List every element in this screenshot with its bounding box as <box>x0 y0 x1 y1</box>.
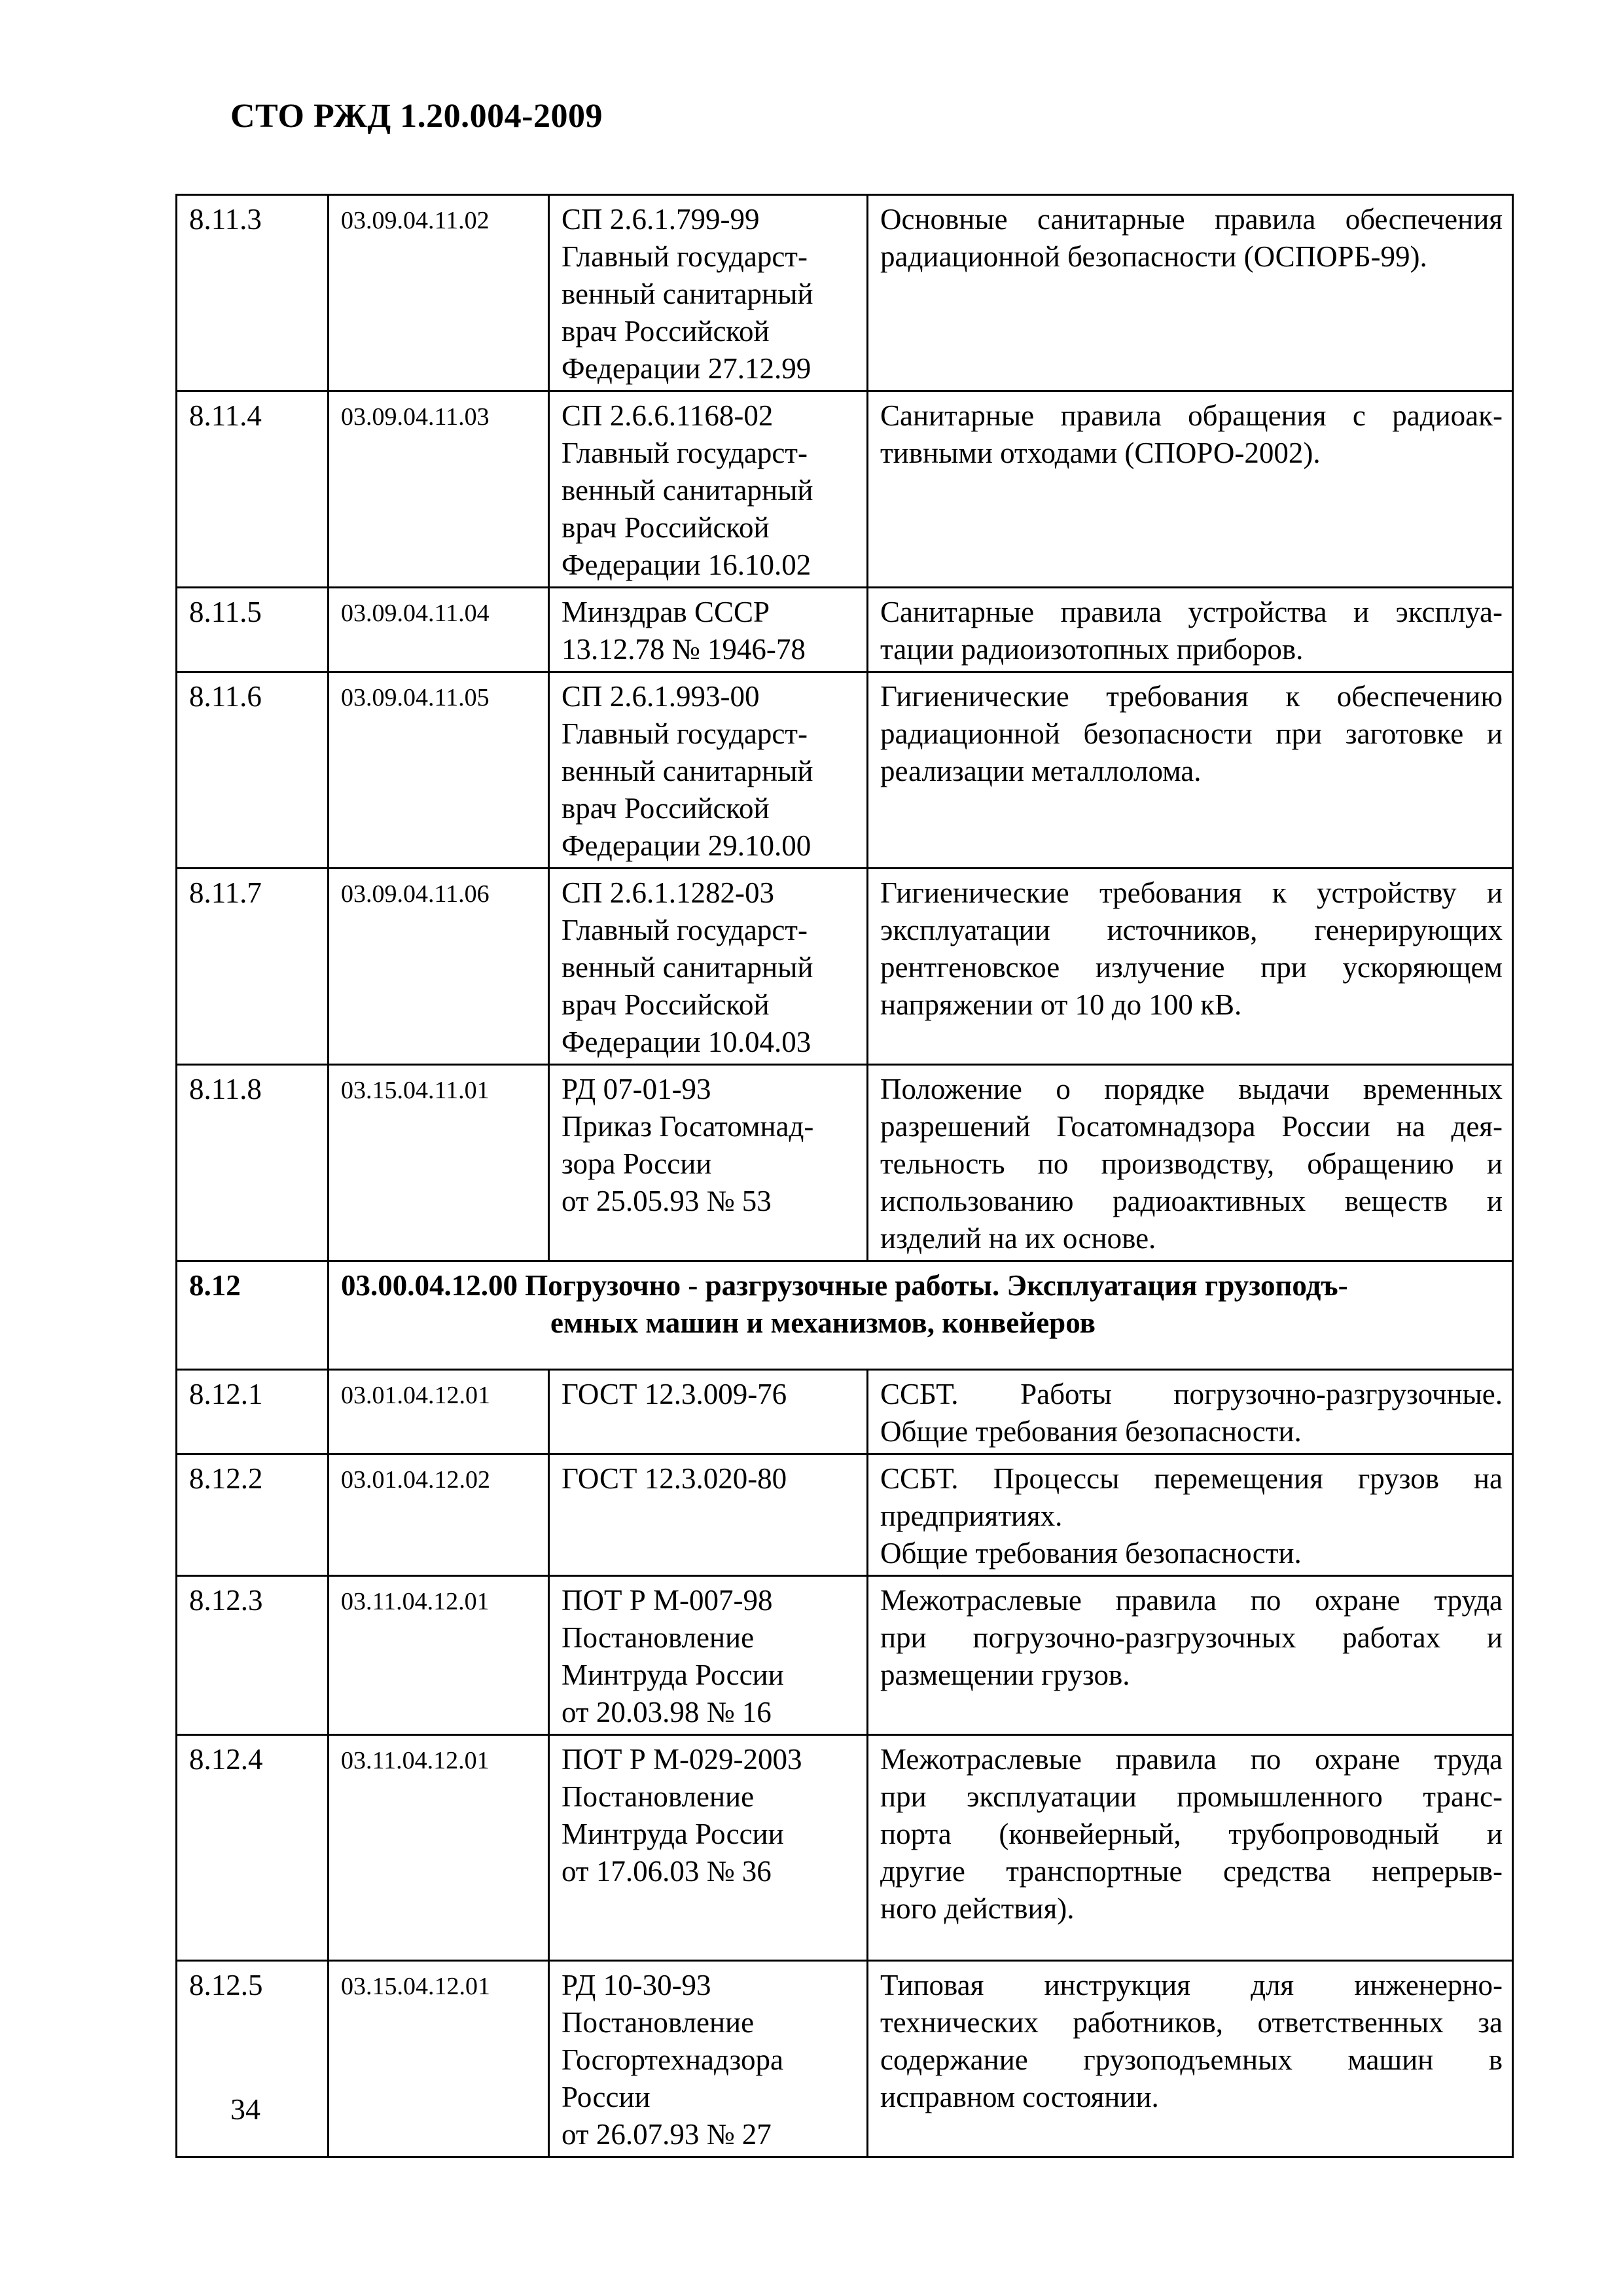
description-line: напряжении от 10 до 100 кВ. <box>880 988 1242 1021</box>
row-description <box>868 391 1513 588</box>
table-row <box>177 1370 1513 1454</box>
description-line: Межотраслевые правила по охране труда <box>880 1584 1503 1617</box>
row-number: 8.11.5 <box>177 588 329 672</box>
section-code: 03.00.04.12.00 <box>341 1269 518 1302</box>
document-line: СП 2.6.1.1282-03 <box>562 876 774 909</box>
document-line: 13.12.78 № 1946-78 <box>562 633 806 666</box>
description-line: Положение о порядке выдачи временных <box>880 1073 1503 1105</box>
description-line: Типовая инструкция для инженерно- <box>880 1969 1503 2001</box>
description-line: Основные санитарные правила обеспечения <box>880 203 1503 236</box>
description-line: использованию радиоактивных веществ и <box>880 1185 1503 1217</box>
row-description <box>868 1576 1513 1735</box>
row-code: 03.01.04.12.01 <box>329 1370 549 1454</box>
row-number: 8.11.7 <box>177 869 329 1065</box>
row-description <box>868 1454 1513 1576</box>
row-number: 8.11.4 <box>177 391 329 588</box>
table-row <box>177 588 1513 672</box>
row-code: 03.09.04.11.04 <box>329 588 549 672</box>
page-number: 34 <box>230 2092 260 2126</box>
description-line: радиационной безопасности (ОСПОРБ-99). <box>880 240 1427 273</box>
table-row <box>177 1576 1513 1735</box>
document-line: Федерации 27.12.99 <box>562 352 812 385</box>
table-row <box>177 869 1513 1065</box>
document-line: зора России <box>562 1147 712 1180</box>
table-row <box>177 1065 1513 1261</box>
description-line: размещении грузов. <box>880 1659 1130 1691</box>
document-line: Госгортехнадзора <box>562 2043 783 2076</box>
description-line: Санитарные правила обращения с радиоак- <box>880 399 1503 432</box>
table-body-section-8-12 <box>177 1370 1513 2157</box>
description-line: тации радиоизотопных приборов. <box>880 633 1304 666</box>
description-line: реализации металлолома. <box>880 755 1202 787</box>
row-document <box>549 1961 868 2157</box>
row-number: 8.12.5 <box>177 1961 329 2157</box>
section-number: 8.12 <box>177 1261 329 1370</box>
document-line: Главный государст- <box>562 240 808 273</box>
row-number: 8.12.1 <box>177 1370 329 1454</box>
section-title-2: емных машин и механизмов, конвейеров <box>550 1306 1096 1339</box>
row-document <box>549 195 868 391</box>
description-line: тивными отходами (СПОРО-2002). <box>880 437 1321 469</box>
row-document <box>549 1065 868 1261</box>
table-body-section-header <box>177 1261 1513 1370</box>
document-header: СТО РЖД 1.20.004-2009 <box>230 98 603 135</box>
row-number: 8.12.3 <box>177 1576 329 1735</box>
document-line: от 26.07.93 № 27 <box>562 2118 772 2151</box>
document-line: Федерации 16.10.02 <box>562 548 812 581</box>
description-line: порта (конвейерный, трубопроводный и <box>880 1818 1503 1850</box>
document-line: Федерации 10.04.03 <box>562 1026 812 1058</box>
document-line: врач Российской <box>562 315 770 348</box>
row-code: 03.09.04.11.03 <box>329 391 549 588</box>
table-row <box>177 672 1513 869</box>
description-line: изделий на их основе. <box>880 1222 1156 1255</box>
description-line: разрешений Госатомнадзора России на дея- <box>880 1110 1503 1143</box>
document-line: СП 2.6.1.799-99 <box>562 203 760 236</box>
document-line: ПОТ Р М-007-98 <box>562 1584 773 1617</box>
description-line: рентгеновское излучение при ускоряющем <box>880 951 1503 984</box>
document-line: Главный государст- <box>562 717 808 750</box>
row-description <box>868 588 1513 672</box>
row-number: 8.11.8 <box>177 1065 329 1261</box>
description-line: ного действия). <box>880 1892 1075 1925</box>
document-line: России <box>562 2081 651 2113</box>
row-code: 03.09.04.11.02 <box>329 195 549 391</box>
row-code: 03.15.04.12.01 <box>329 1961 549 2157</box>
description-line: предприятиях. <box>880 1499 1063 1532</box>
description-line: Межотраслевые правила по охране труда <box>880 1743 1503 1776</box>
row-code: 03.11.04.12.01 <box>329 1576 549 1735</box>
description-line: Общие требования безопасности. <box>880 1537 1302 1570</box>
document-line: РД 10-30-93 <box>562 1969 711 2001</box>
table-row <box>177 1961 1513 2157</box>
document-line: венный санитарный <box>562 755 813 787</box>
standards-table <box>175 194 1514 2158</box>
row-code: 03.11.04.12.01 <box>329 1735 549 1961</box>
table-row <box>177 1454 1513 1576</box>
row-document <box>549 1576 868 1735</box>
row-number: 8.11.6 <box>177 672 329 869</box>
description-line: эксплуатации источников, генерирующих <box>880 914 1503 946</box>
document-line: Федерации 29.10.00 <box>562 829 812 862</box>
row-code: 03.09.04.11.05 <box>329 672 549 869</box>
description-line: содержание грузоподъемных машин в <box>880 2043 1503 2076</box>
row-description <box>868 1735 1513 1961</box>
row-code: 03.09.04.11.06 <box>329 869 549 1065</box>
description-line: Гигиенические требования к обеспечению <box>880 680 1503 713</box>
document-line: венный санитарный <box>562 278 813 310</box>
description-line: Санитарные правила устройства и эксплуа- <box>880 596 1503 628</box>
description-line: Общие требования безопасности. <box>880 1415 1302 1448</box>
description-line: технических работников, ответственных за <box>880 2006 1503 2039</box>
document-line: Главный государст- <box>562 437 808 469</box>
section-heading-cell <box>329 1261 1513 1370</box>
description-line: ССБТ. Процессы перемещения грузов на <box>880 1462 1503 1495</box>
document-line: венный санитарный <box>562 474 813 507</box>
document-line: от 25.05.93 № 53 <box>562 1185 772 1217</box>
document-line: ГОСТ 12.3.009-76 <box>562 1378 787 1410</box>
row-description <box>868 869 1513 1065</box>
row-document <box>549 588 868 672</box>
description-line: радиационной безопасности при заготовке и <box>880 717 1503 750</box>
document-line: СП 2.6.1.993-00 <box>562 680 760 713</box>
document-line: СП 2.6.6.1168-02 <box>562 399 774 432</box>
description-line: при эксплуатации промышленного транс- <box>880 1780 1503 1813</box>
document-line: Минздрав СССР <box>562 596 770 628</box>
document-line: венный санитарный <box>562 951 813 984</box>
row-code: 03.01.04.12.02 <box>329 1454 549 1576</box>
section-title-1: Погрузочно - разгрузочные работы. Эксплуатация грузоподъ- <box>525 1269 1348 1302</box>
row-document <box>549 1370 868 1454</box>
document-line: ГОСТ 12.3.020-80 <box>562 1462 787 1495</box>
section-row-8-12 <box>177 1261 1513 1370</box>
document-line: Главный государст- <box>562 914 808 946</box>
document-line: ПОТ Р М-029-2003 <box>562 1743 802 1776</box>
row-document <box>549 1735 868 1961</box>
row-description <box>868 1065 1513 1261</box>
section-heading-line-1 <box>341 1267 1503 1304</box>
row-number: 8.12.2 <box>177 1454 329 1576</box>
description-line: Гигиенические требования к устройству и <box>880 876 1503 909</box>
document-line: Минтруда России <box>562 1818 784 1850</box>
document-line: РД 07-01-93 <box>562 1073 711 1105</box>
table-row <box>177 195 1513 391</box>
table-row <box>177 391 1513 588</box>
description-line: при погрузочно-разгрузочных работах и <box>880 1621 1503 1654</box>
document-line: от 17.06.03 № 36 <box>562 1855 772 1888</box>
document-line: Постановление <box>562 1621 755 1654</box>
document-line: врач Российской <box>562 988 770 1021</box>
document-line: от 20.03.98 № 16 <box>562 1696 772 1729</box>
document-line: врач Российской <box>562 511 770 544</box>
table-body-section-8-11 <box>177 195 1513 1261</box>
row-description <box>868 1370 1513 1454</box>
description-line: тельность по производству, обращению и <box>880 1147 1503 1180</box>
row-document <box>549 869 868 1065</box>
description-line: другие транспортные средства непрерыв- <box>880 1855 1503 1888</box>
table-row <box>177 1735 1513 1961</box>
document-line: Постановление <box>562 1780 755 1813</box>
row-document <box>549 1454 868 1576</box>
document-line: Минтруда России <box>562 1659 784 1691</box>
document-line: Приказ Госатомнад- <box>562 1110 814 1143</box>
row-document <box>549 672 868 869</box>
document-line: врач Российской <box>562 792 770 825</box>
row-description <box>868 672 1513 869</box>
row-number: 8.11.3 <box>177 195 329 391</box>
row-code: 03.15.04.11.01 <box>329 1065 549 1261</box>
description-line: исправном состоянии. <box>880 2081 1159 2113</box>
row-description <box>868 195 1513 391</box>
row-document <box>549 391 868 588</box>
row-number: 8.12.4 <box>177 1735 329 1961</box>
description-line: ССБТ. Работы погрузочно-разгрузочные. <box>880 1378 1503 1410</box>
row-description <box>868 1961 1513 2157</box>
document-line: Постановление <box>562 2006 755 2039</box>
